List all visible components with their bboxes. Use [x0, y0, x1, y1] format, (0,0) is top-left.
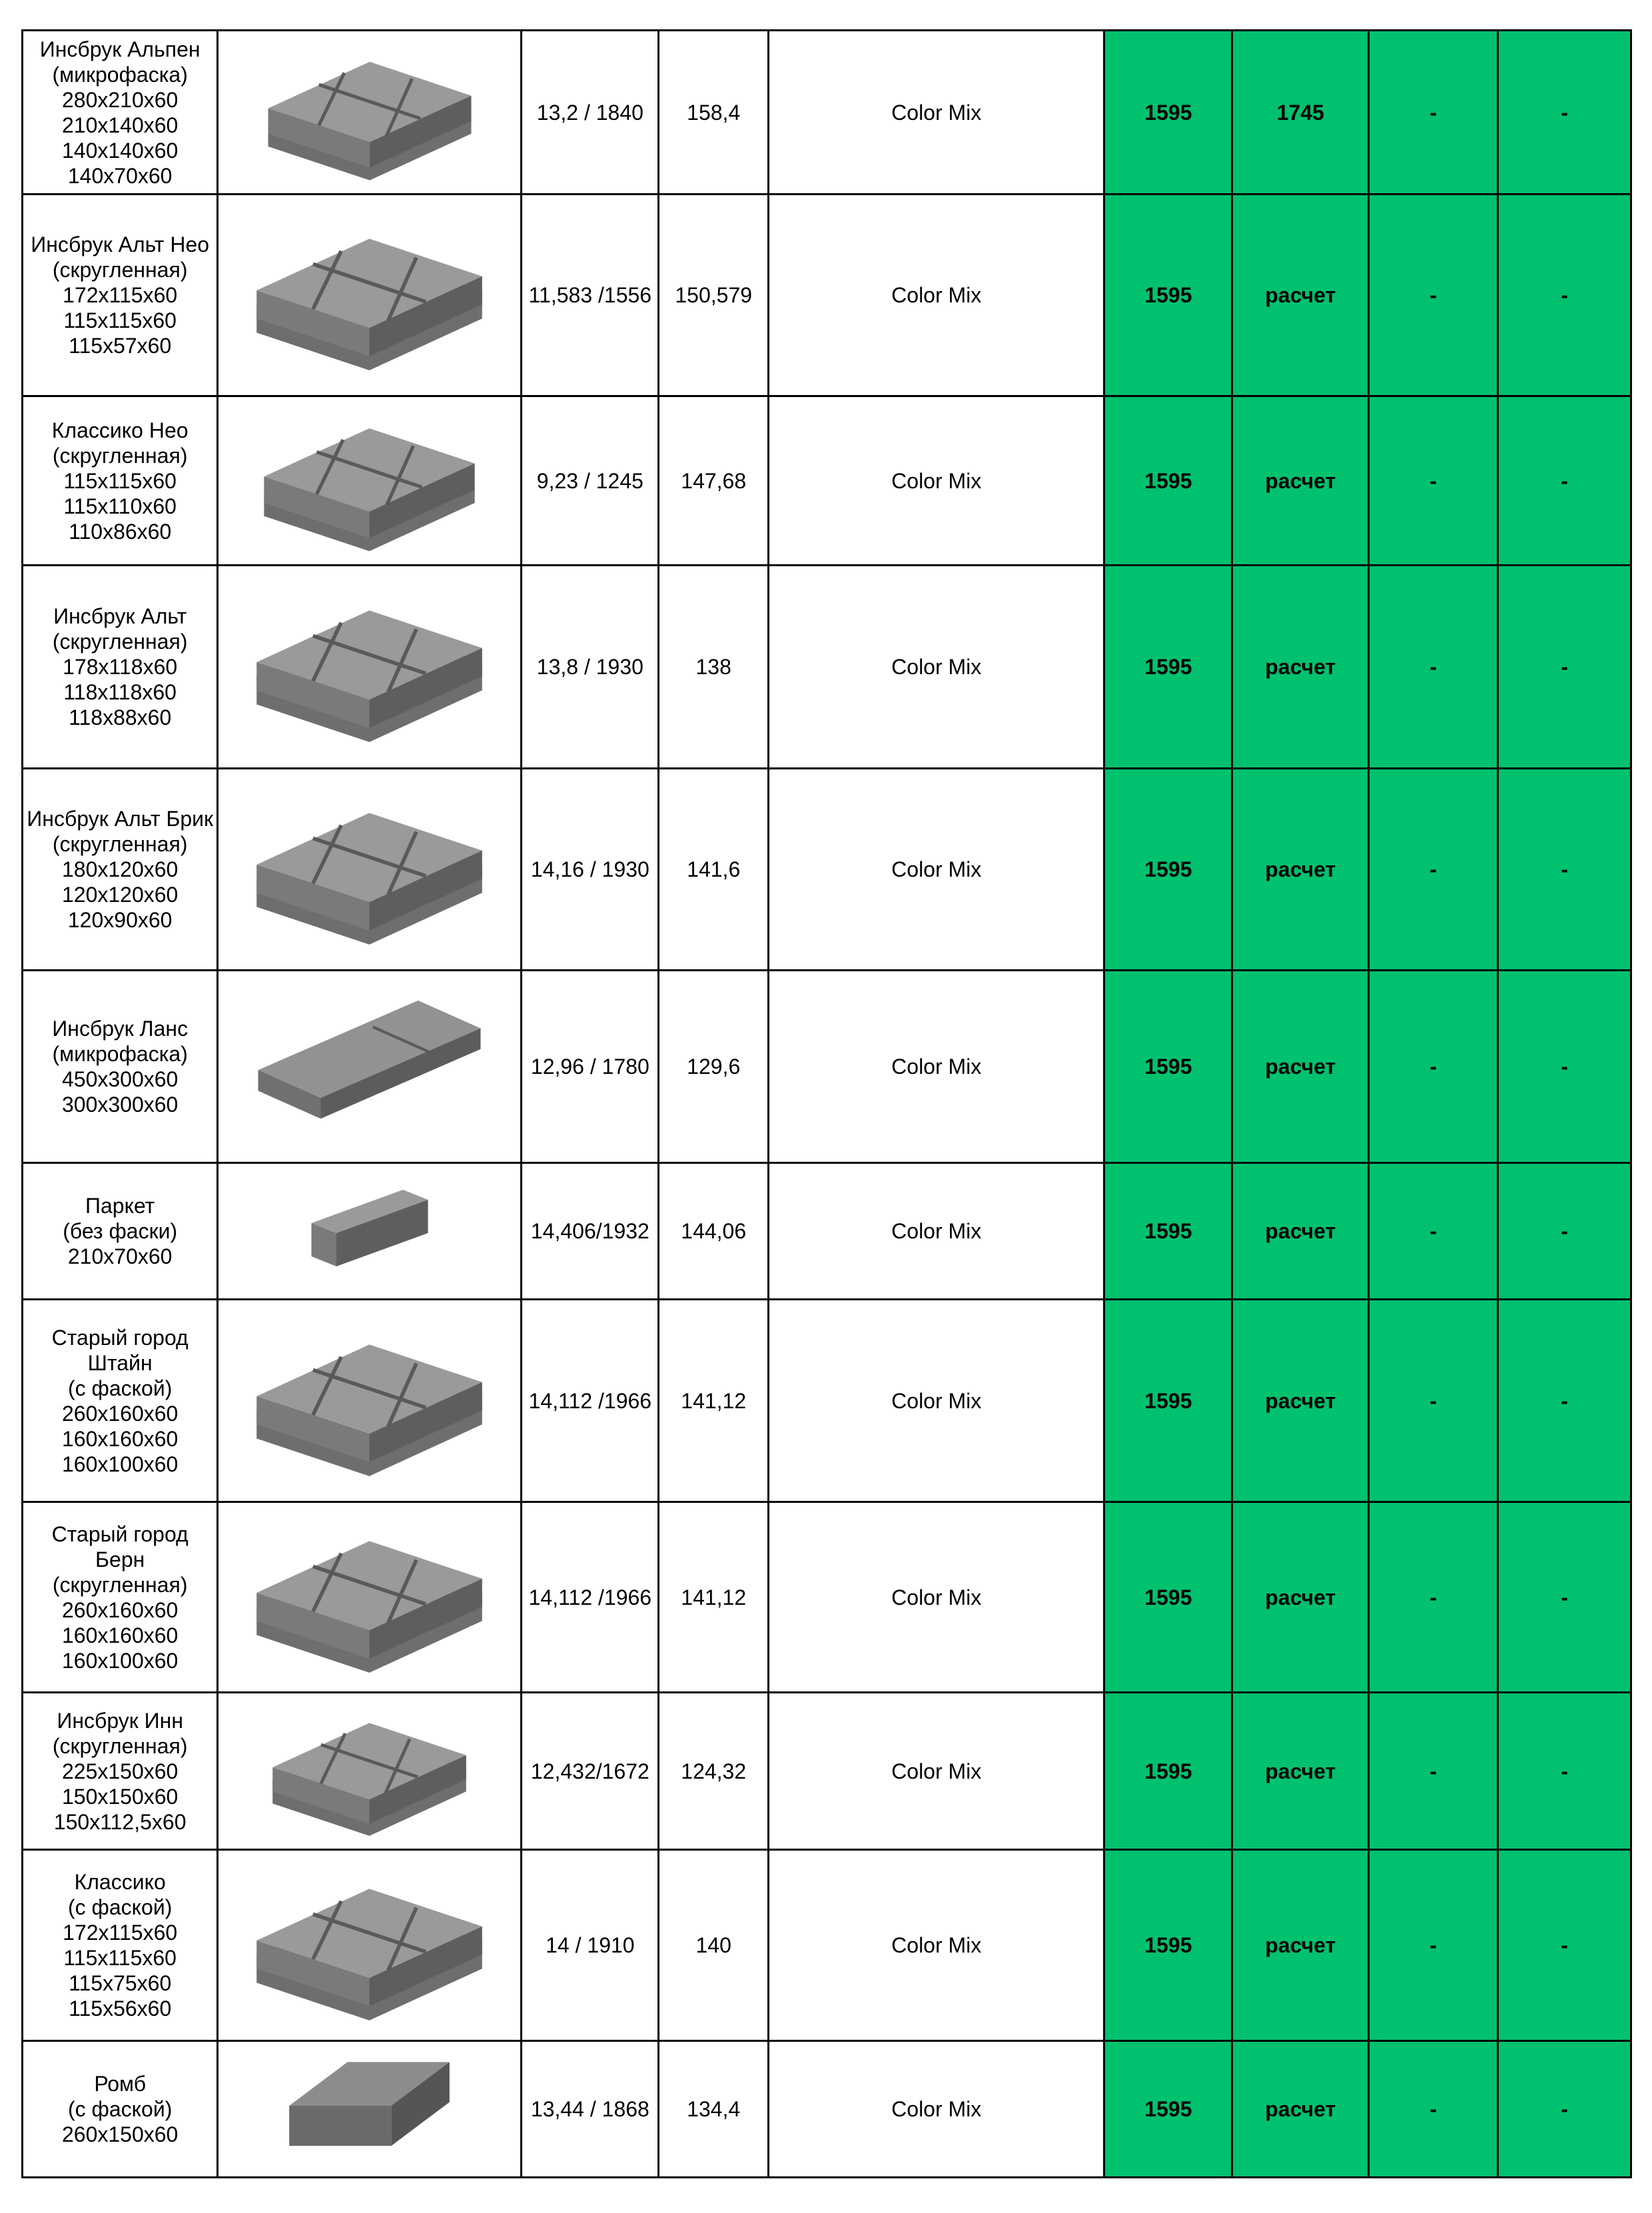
table-row [23, 769, 1631, 971]
product-name-line: 110x86x60 [69, 519, 172, 544]
product-name-line: Штайн [87, 1350, 153, 1375]
color-cell: Color Mix [769, 1693, 1104, 1850]
product-name-line: 260x160x60 [61, 1597, 179, 1622]
weight-cell: 13,2 / 1840 [522, 31, 659, 195]
area-cell: 144,06 [659, 1163, 769, 1300]
price-cell-d: - [1498, 396, 1631, 566]
weight-cell: 12,96 / 1780 [522, 971, 659, 1163]
table-row [23, 566, 1631, 769]
price-cell-c: - [1369, 2041, 1498, 2178]
price-cell-c: - [1369, 971, 1498, 1163]
price-cell-b: расчет [1232, 769, 1369, 971]
price-cell-d: - [1498, 1163, 1631, 1300]
table-row [23, 1850, 1631, 2041]
price-cell-b: расчет [1232, 1163, 1369, 1300]
product-name-line: (микрофаска) [52, 1042, 188, 1066]
color-cell: Color Mix [769, 1850, 1104, 2041]
price-cell-c: - [1369, 1850, 1498, 2041]
table-row [23, 1502, 1631, 1693]
product-name-line: 118x88x60 [69, 705, 172, 729]
table-row [23, 396, 1631, 566]
area-cell: 140 [659, 1850, 769, 2041]
product-name-line: 210x70x60 [67, 1244, 173, 1268]
price-cell-b: расчет [1232, 2041, 1369, 2178]
product-name-line: (микрофаска) [52, 62, 188, 87]
price-cell-c: - [1369, 769, 1498, 971]
price-cell-a: 1595 [1104, 195, 1232, 396]
product-name-cell [23, 1850, 218, 2041]
product-name-line: 180x120x60 [61, 857, 179, 881]
paving-slab-icon [251, 987, 488, 1146]
weight-cell: 13,8 / 1930 [522, 566, 659, 769]
product-name-line: (с фаской) [67, 1376, 173, 1400]
product-name-line: (скругленная) [52, 630, 188, 654]
product-name-line: 178x118x60 [63, 655, 178, 679]
price-cell-b: 1745 [1232, 31, 1369, 195]
paving-rhombus-icon [282, 2051, 457, 2168]
product-name-cell [23, 1502, 218, 1693]
price-cell-c: - [1369, 1163, 1498, 1300]
product-image-cell [218, 1300, 522, 1502]
price-cell-a: 1595 [1104, 396, 1232, 566]
product-image-cell [218, 1693, 522, 1850]
table-row [23, 2041, 1631, 2178]
product-image-cell [218, 1502, 522, 1693]
price-cell-b: расчет [1232, 1693, 1369, 1850]
product-name-line: 140x70x60 [67, 163, 173, 188]
price-cell-b: расчет [1232, 1850, 1369, 2041]
product-image-cell [218, 1850, 522, 2041]
product-name-line: (с фаской) [67, 2097, 173, 2121]
price-cell-a: 1595 [1104, 2041, 1232, 2178]
product-name-line: 172x115x60 [63, 283, 178, 307]
color-cell: Color Mix [769, 1502, 1104, 1693]
price-cell-b: расчет [1232, 1300, 1369, 1502]
area-cell: 124,32 [659, 1693, 769, 1850]
product-image-cell [218, 971, 522, 1163]
product-name-line: Старый город [51, 1325, 189, 1350]
price-cell-a: 1595 [1104, 769, 1232, 971]
product-name-line: 115x57x60 [69, 334, 172, 358]
area-cell: 150,579 [659, 195, 769, 396]
price-cell-a: 1595 [1104, 1850, 1232, 2041]
product-name-line: Инсбрук Инн [57, 1708, 183, 1733]
product-name-line: (скругленная) [52, 443, 188, 468]
area-cell: 141,6 [659, 769, 769, 971]
price-cell-d: - [1498, 1300, 1631, 1502]
price-cell-b: расчет [1232, 971, 1369, 1163]
product-image-cell [218, 396, 522, 566]
product-name-cell [23, 31, 218, 195]
price-cell-c: - [1369, 1300, 1498, 1502]
product-name-line: (скругленная) [52, 1572, 188, 1597]
product-name-cell [23, 396, 218, 566]
price-cell-b: расчет [1232, 566, 1369, 769]
price-cell-d: - [1498, 31, 1631, 195]
product-name-line: 115x56x60 [69, 1996, 172, 2020]
price-cell-a: 1595 [1104, 1502, 1232, 1693]
product-name-line: Классико [74, 1870, 166, 1894]
area-cell: 147,68 [659, 396, 769, 566]
product-name-line: 115x115x60 [63, 468, 177, 493]
table-row [23, 195, 1631, 396]
product-name-line: (с фаской) [67, 1895, 173, 1919]
color-cell: Color Mix [769, 2041, 1104, 2178]
price-cell-a: 1595 [1104, 971, 1232, 1163]
area-cell: 138 [659, 566, 769, 769]
paving-set-icon [238, 215, 501, 375]
paving-set-icon [238, 1321, 501, 1481]
table-row [23, 971, 1631, 1163]
product-name-line: 210x140x60 [61, 113, 179, 137]
price-table-body [23, 31, 1631, 2178]
color-cell: Color Mix [769, 566, 1104, 769]
color-cell: Color Mix [769, 31, 1104, 195]
product-name-line: 140x140x60 [61, 138, 179, 163]
product-name-line: 160x160x60 [61, 1623, 179, 1647]
area-cell: 141,12 [659, 1300, 769, 1502]
price-cell-a: 1595 [1104, 566, 1232, 769]
table-row [23, 1163, 1631, 1300]
product-name-line: 118x118x60 [63, 680, 177, 704]
price-cell-a: 1595 [1104, 1300, 1232, 1502]
paving-set-icon [238, 789, 501, 949]
product-name-line: (скругленная) [52, 258, 188, 282]
product-name-line: (скругленная) [52, 1733, 188, 1758]
weight-cell: 14,112 /1966 [522, 1502, 659, 1693]
price-cell-d: - [1498, 1693, 1631, 1850]
price-cell-c: - [1369, 396, 1498, 566]
price-cell-c: - [1369, 195, 1498, 396]
price-cell-c: - [1369, 566, 1498, 769]
product-name-line: 260x160x60 [61, 1401, 179, 1426]
price-cell-d: - [1498, 1850, 1631, 2041]
color-cell: Color Mix [769, 971, 1104, 1163]
price-cell-c: - [1369, 1502, 1498, 1693]
product-name-line: 300x300x60 [61, 1093, 179, 1116]
product-name-line: 120x90x60 [67, 908, 173, 932]
table-row [23, 1300, 1631, 1502]
product-image-cell [218, 31, 522, 195]
product-name-line: Инсбрук Альт [53, 604, 187, 628]
product-image-cell [218, 1163, 522, 1300]
product-name-line: 450x300x60 [61, 1067, 179, 1091]
paving-set-icon [246, 406, 492, 556]
table-row [23, 31, 1631, 195]
color-cell: Color Mix [769, 1163, 1104, 1300]
product-name-line: Берн [95, 1547, 145, 1571]
product-name-line: 115x75x60 [69, 1971, 172, 1995]
price-cell-d: - [1498, 769, 1631, 971]
weight-cell: 14,16 / 1930 [522, 769, 659, 971]
product-name-line: Старый город [51, 1522, 189, 1546]
area-cell: 141,12 [659, 1502, 769, 1693]
product-name-line: Инсбрук Альт Нео [31, 232, 210, 256]
weight-cell: 13,44 / 1868 [522, 2041, 659, 2178]
area-cell: 129,6 [659, 971, 769, 1163]
product-name-line: 115x115x60 [63, 308, 177, 332]
product-name-line: 280x210x60 [61, 87, 179, 112]
product-name-line: Ромб [94, 2072, 147, 2096]
weight-cell: 14,112 /1966 [522, 1300, 659, 1502]
paving-set-icon [238, 587, 501, 747]
price-cell-d: - [1498, 195, 1631, 396]
product-name-line: 225x150x60 [61, 1759, 179, 1783]
product-name-line: 160x160x60 [61, 1426, 179, 1451]
product-name-cell [23, 2041, 218, 2178]
price-cell-a: 1595 [1104, 1163, 1232, 1300]
product-name-line: Паркет [85, 1194, 155, 1218]
product-name-line: Классико Нео [51, 418, 189, 442]
product-name-line: 160x100x60 [61, 1648, 179, 1673]
color-cell: Color Mix [769, 1300, 1104, 1502]
paving-set-icon [251, 41, 488, 185]
product-name-line: 115x110x60 [63, 494, 177, 518]
price-cell-a: 1595 [1104, 1693, 1232, 1850]
price-cell-b: расчет [1232, 195, 1369, 396]
weight-cell: 14,406/1932 [522, 1163, 659, 1300]
product-name-line: 120x120x60 [61, 883, 179, 907]
table-row [23, 1693, 1631, 1850]
product-name-cell [23, 1300, 218, 1502]
price-cell-b: расчет [1232, 396, 1369, 566]
price-cell-b: расчет [1232, 1502, 1369, 1693]
product-name-cell [23, 566, 218, 769]
product-name-cell [23, 971, 218, 1163]
product-name-line: Инсбрук Альт Брик [27, 807, 214, 831]
weight-cell: 9,23 / 1245 [522, 396, 659, 566]
paving-brick-icon [286, 1173, 453, 1290]
product-image-cell [218, 769, 522, 971]
paving-set-icon [238, 1865, 501, 2025]
color-cell: Color Mix [769, 396, 1104, 566]
product-image-cell [218, 566, 522, 769]
price-cell-d: - [1498, 566, 1631, 769]
weight-cell: 12,432/1672 [522, 1693, 659, 1850]
product-name-line: 150x112,5x60 [53, 1809, 187, 1834]
paving-set-icon [238, 1518, 501, 1677]
price-cell-c: - [1369, 31, 1498, 195]
color-cell: Color Mix [769, 769, 1104, 971]
product-name-cell [23, 769, 218, 971]
product-name-cell [23, 1693, 218, 1850]
price-cell-d: - [1498, 1502, 1631, 1693]
product-name-line: (без фаски) [63, 1219, 178, 1243]
area-cell: 134,4 [659, 2041, 769, 2178]
weight-cell: 14 / 1910 [522, 1850, 659, 2041]
area-cell: 158,4 [659, 31, 769, 195]
product-name-line: 150x150x60 [61, 1784, 179, 1809]
product-name-cell [23, 1163, 218, 1300]
product-name-line: 260x150x60 [61, 2122, 179, 2146]
price-cell-a: 1595 [1104, 31, 1232, 195]
price-cell-c: - [1369, 1693, 1498, 1850]
product-name-line: Инсбрук Альпен [39, 37, 201, 61]
product-name-line: Инсбрук Ланс [52, 1017, 189, 1041]
product-name-line: 115x115x60 [63, 1946, 177, 1970]
price-table [21, 29, 1632, 2178]
product-name-line: 160x100x60 [61, 1452, 179, 1476]
price-cell-d: - [1498, 971, 1631, 1163]
product-image-cell [218, 2041, 522, 2178]
product-name-line: 172x115x60 [63, 1921, 178, 1945]
weight-cell: 11,583 /1556 [522, 195, 659, 396]
product-image-cell [218, 195, 522, 396]
product-name-cell [23, 195, 218, 396]
product-name-line: (скругленная) [52, 832, 188, 856]
color-cell: Color Mix [769, 195, 1104, 396]
paving-set-icon [256, 1703, 482, 1840]
price-cell-d: - [1498, 2041, 1631, 2178]
